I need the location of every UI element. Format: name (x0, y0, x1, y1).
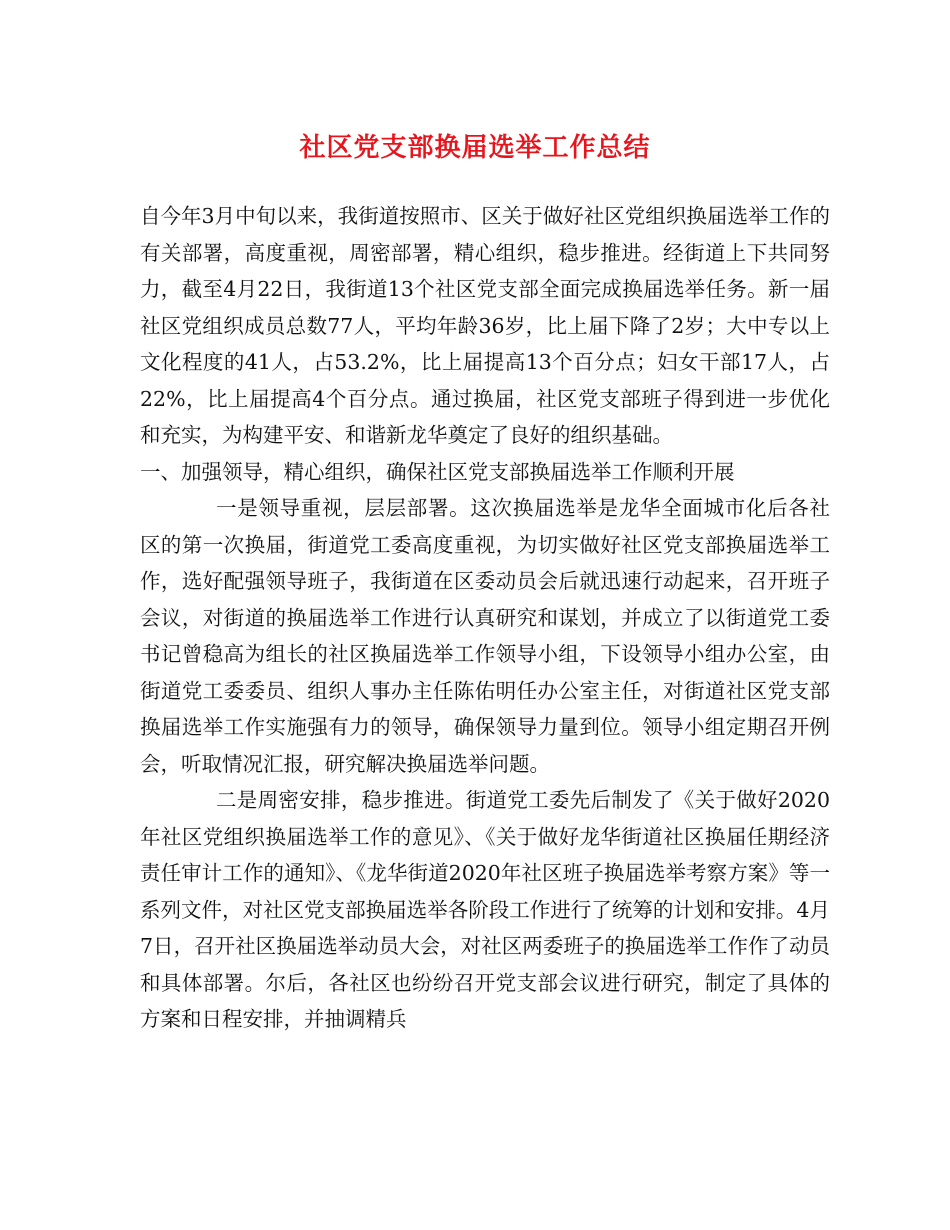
body-paragraph: 一是领导重视，层层部署。这次换届选举是龙华全面城市化后各社区的第一次换届，街道党工委高度重视，为切实做好社区党支部换届选举工作，选好配强领导班子，我街道在区委动员会后就迅速行动起来，召开班子会议，对街道的换届选举工作进行认真研究和谋划，并成立了以街道党工委书记曾稳高为组长的社区换届选举工作领导小组，下设领导小组办公室，由街道党工委委员、组织人事办主任陈佑明任办公室主任，对街道社区党支部换届选举工作实施强有力的领导，确保领导力量到位。领导小组定期召开例会，听取情况汇报，研究解决换届选举问题。 (140, 496, 830, 776)
body-paragraph: 二是周密安排，稳步推进。街道党工委先后制发了《关于做好2020年社区党组织换届选举工作的意见》、《关于做好龙华街道社区换届任期经济责任审计工作的通知》、《龙华街道2020年社区班子换届选举考察方案》等一系列文件，对社区党支部换届选举各阶段工作进行了统筹的计划和安排。4月7日，召开社区换届选举动员大会，对社区两委班子的换届选举工作作了动员和具体部署。尔后，各社区也纷纷召开党支部会议进行研究，制定了具体的方案和日程安排，并抽调精兵 (140, 788, 830, 1031)
document-title: 社区党支部换届选举工作总结 (299, 133, 651, 163)
section-heading: 一、加强领导，精心组织，确保社区党支部换届选举工作顺利开展 (140, 459, 735, 484)
document-body (140, 198, 830, 1038)
intro-paragraph: 自今年3月中旬以来，我街道按照市、区关于做好社区党组织换届选举工作的有关部署，高度重视，周密部署，精心组织，稳步推进。经街道上下共同努力，截至4月22日，我街道13个社区党支部全面完成换届选举任务。新一届社区党组织成员总数77人，平均年龄36岁，比上届下降了2岁；大中专以上文化程度的41人，占53.2%，比上届提高13个百分点；妇女干部17人，占22%，比上届提高4个百分点。通过换届，社区党支部班子得到进一步优化和充实，为构建平安、和谐新龙华奠定了良好的组织基础。 (140, 204, 830, 447)
